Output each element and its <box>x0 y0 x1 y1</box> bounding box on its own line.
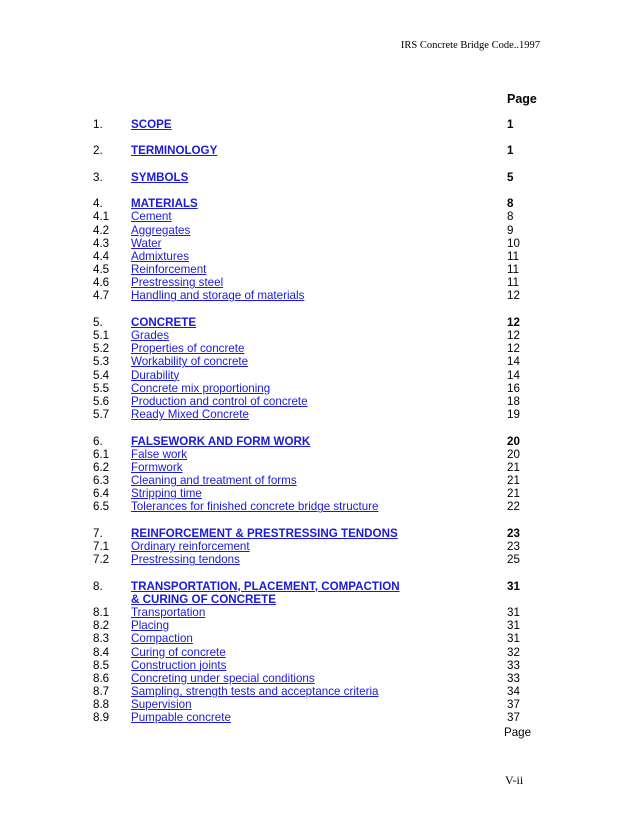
toc-entry-link[interactable]: Pumpable concrete <box>131 711 231 725</box>
toc-entry <box>0 448 638 461</box>
toc-entry-page: 21 <box>507 460 520 474</box>
toc-entry <box>0 316 638 329</box>
toc-entry-number: 8.1 <box>93 605 110 619</box>
toc-entry-page: 14 <box>507 355 520 369</box>
toc-entry-page: 31 <box>507 579 520 593</box>
toc-entry-page: 32 <box>507 645 520 659</box>
toc-entry <box>0 408 638 421</box>
toc-entry <box>0 672 638 685</box>
toc-entry-page: 23 <box>507 540 520 553</box>
toc-entry-link[interactable]: Prestressing tendons <box>131 553 240 567</box>
toc-entry-page: 11 <box>507 249 520 263</box>
toc-entry-number: 5.1 <box>93 329 110 342</box>
toc-entry-page: 12 <box>507 329 520 342</box>
toc-entry-number: 4.5 <box>93 263 110 277</box>
toc-entry-page: 31 <box>507 619 520 633</box>
toc-entry-page: 19 <box>507 408 520 422</box>
toc-entry-page: 18 <box>507 394 520 408</box>
toc-entry-link[interactable]: FALSEWORK AND FORM WORK <box>131 434 311 448</box>
toc-entry-number: 5.4 <box>93 368 110 382</box>
running-header: IRS Concrete Bridge Code..1997 <box>400 40 540 51</box>
toc-entry-page: 12 <box>507 289 520 303</box>
toc-entry <box>0 289 638 302</box>
toc-entry-page: 1 <box>507 144 514 158</box>
toc-entry-page: 14 <box>507 368 520 382</box>
toc-entry <box>0 553 638 566</box>
toc-entry-number: 4.7 <box>93 289 110 303</box>
toc-entry-link[interactable]: Production and control of concrete <box>131 394 308 408</box>
toc-entry-page: 8 <box>507 210 514 224</box>
table-of-contents <box>0 118 638 725</box>
toc-entry-page: 16 <box>507 381 520 395</box>
toc-entry <box>0 144 638 157</box>
toc-entry-link[interactable]: Construction joints <box>131 658 227 672</box>
toc-entry-number: 4.1 <box>93 210 110 224</box>
toc-entry-link[interactable]: Cleaning and treatment of forms <box>131 474 297 488</box>
toc-entry-number: 8.6 <box>93 671 110 685</box>
toc-entry-link[interactable]: Durability <box>131 368 180 382</box>
toc-entry-link[interactable]: Placing <box>131 619 170 633</box>
toc-entry <box>0 263 638 276</box>
toc-entry-number: 2. <box>93 144 103 158</box>
toc-entry-link[interactable]: Compaction <box>131 632 193 646</box>
toc-entry-page: 5 <box>507 170 514 184</box>
toc-entry-number: 7. <box>93 526 103 540</box>
toc-entry <box>0 329 638 342</box>
toc-entry-link[interactable]: TRANSPORTATION, PLACEMENT, COMPACTION <box>131 579 400 593</box>
toc-entry-link[interactable]: Ordinary reinforcement <box>131 540 250 553</box>
page-number: V-ii <box>505 773 524 787</box>
toc-entry-link[interactable]: Workability of concrete <box>131 355 249 369</box>
toc-entry-page: 33 <box>507 658 520 672</box>
toc-entry <box>0 646 638 659</box>
toc-entry <box>0 342 638 355</box>
toc-entry-link[interactable]: CONCRETE <box>131 315 197 329</box>
toc-entry <box>0 593 638 606</box>
toc-entry-link[interactable]: Curing of concrete <box>131 645 226 659</box>
toc-entry-number: 6.1 <box>93 447 110 461</box>
toc-entry-page: 20 <box>507 434 520 448</box>
toc-entry <box>0 210 638 223</box>
toc-entry-link[interactable]: Sampling, strength tests and acceptance criteria <box>131 685 379 699</box>
toc-entry <box>0 395 638 408</box>
toc-entry-number: 4.3 <box>93 236 110 250</box>
toc-entry-link[interactable]: False work <box>131 447 188 461</box>
toc-entry-link[interactable]: REINFORCEMENT & PRESTRESSING TENDONS <box>131 526 398 540</box>
toc-entry-link[interactable]: SYMBOLS <box>131 170 189 184</box>
toc-entry-number: 8.3 <box>93 632 110 646</box>
toc-entry <box>0 698 638 711</box>
toc-entry <box>0 527 638 540</box>
toc-entry <box>0 224 638 237</box>
toc-entry <box>0 606 638 619</box>
toc-entry-number: 6.4 <box>93 487 110 501</box>
toc-entry <box>0 237 638 250</box>
toc-entry-number: 8. <box>93 579 103 593</box>
toc-entry-number: 6.2 <box>93 460 110 474</box>
toc-entry-number: 8.9 <box>93 711 110 725</box>
toc-entry-link[interactable]: Cement <box>131 210 172 224</box>
toc-entry-number: 6. <box>93 434 103 448</box>
toc-entry-page: 22 <box>507 500 520 514</box>
toc-entry-number: 8.2 <box>93 619 110 633</box>
toc-entry-page: 31 <box>507 632 520 646</box>
toc-entry <box>0 355 638 368</box>
toc-entry <box>0 580 638 593</box>
toc-entry-page: 11 <box>507 276 520 290</box>
toc-entry-number: 8.5 <box>93 658 110 672</box>
toc-entry <box>0 118 638 131</box>
toc-entry-page: 37 <box>507 711 520 725</box>
toc-entry-link[interactable]: Formwork <box>131 460 183 474</box>
toc-entry-link[interactable]: MATERIALS <box>131 197 198 211</box>
toc-entry-page: 23 <box>507 526 520 540</box>
toc-entry-link[interactable]: Concreting under special conditions <box>131 671 315 685</box>
toc-entry <box>0 461 638 474</box>
toc-entry-number: 8.8 <box>93 698 110 712</box>
toc-entry-link[interactable]: Grades <box>131 329 170 342</box>
toc-entry-number: 5.6 <box>93 394 110 408</box>
toc-entry <box>0 474 638 487</box>
page-column-footer: Page <box>504 726 532 739</box>
toc-entry-page: 34 <box>507 685 520 699</box>
toc-entry-number: 1. <box>93 118 103 131</box>
page-column-heading: Page <box>507 92 537 106</box>
toc-entry-page: 37 <box>507 698 520 712</box>
toc-entry-page: 21 <box>507 474 520 488</box>
toc-entry <box>0 540 638 553</box>
toc-entry <box>0 619 638 632</box>
toc-entry-page: 20 <box>507 447 520 461</box>
toc-entry-number: 8.7 <box>93 685 110 699</box>
toc-entry-page: 1 <box>507 118 514 131</box>
toc-entry <box>0 276 638 289</box>
toc-entry-number: 4.4 <box>93 249 110 263</box>
toc-entry <box>0 171 638 184</box>
toc-entry-link[interactable]: Properties of concrete <box>131 342 245 356</box>
toc-entry <box>0 487 638 500</box>
toc-entry-number: 5.3 <box>93 355 110 369</box>
toc-entry-page: 10 <box>507 236 520 250</box>
toc-entry-number: 5.5 <box>93 381 110 395</box>
toc-entry-link[interactable]: Water <box>131 236 162 250</box>
toc-entry-link[interactable]: & CURING OF CONCRETE <box>131 592 276 606</box>
toc-entry-page: 8 <box>507 197 514 211</box>
toc-entry <box>0 632 638 645</box>
toc-entry-number: 8.4 <box>93 645 110 659</box>
toc-entry <box>0 500 638 513</box>
toc-entry-link[interactable]: Reinforcement <box>131 263 207 277</box>
toc-entry-page: 9 <box>507 223 514 237</box>
toc-entry <box>0 685 638 698</box>
toc-entry-page: 33 <box>507 671 520 685</box>
toc-entry-link[interactable]: Prestressing steel <box>131 276 224 290</box>
toc-entry-link[interactable]: Ready Mixed Concrete <box>131 408 249 422</box>
toc-entry-number: 7.1 <box>93 540 110 553</box>
toc-entry-page: 25 <box>507 553 520 567</box>
toc-entry <box>0 369 638 382</box>
toc-entry-link[interactable]: Handling and storage of materials <box>131 289 305 303</box>
toc-entry-link[interactable]: Stripping time <box>131 487 202 501</box>
toc-entry-page: 12 <box>507 315 520 329</box>
toc-entry-link[interactable]: TERMINOLOGY <box>131 144 218 158</box>
toc-entry-number: 6.3 <box>93 474 110 488</box>
toc-entry-link[interactable]: Admixtures <box>131 249 189 263</box>
toc-entry <box>0 382 638 395</box>
toc-entry <box>0 711 638 724</box>
toc-entry <box>0 197 638 210</box>
toc-entry-link[interactable]: Supervision <box>131 698 192 712</box>
toc-entry <box>0 659 638 672</box>
toc-entry-link[interactable]: Aggregates <box>131 223 191 237</box>
toc-entry-number: 4.2 <box>93 223 110 237</box>
toc-entry-number: 5. <box>93 315 103 329</box>
toc-entry-page: 21 <box>507 487 520 501</box>
toc-entry-link[interactable]: SCOPE <box>131 118 172 131</box>
toc-entry <box>0 435 638 448</box>
toc-entry-number: 6.5 <box>93 500 110 514</box>
toc-entry-number: 5.7 <box>93 408 110 422</box>
toc-entry-link[interactable]: Transportation <box>131 605 206 619</box>
toc-entry-link[interactable]: Concrete mix proportioning <box>131 381 271 395</box>
toc-entry-number: 4.6 <box>93 276 110 290</box>
toc-entry-number: 3. <box>93 170 103 184</box>
toc-entry-page: 12 <box>507 342 520 356</box>
toc-entry-page: 31 <box>507 605 520 619</box>
toc-entry-page: 11 <box>507 263 520 277</box>
toc-entry-number: 4. <box>93 197 103 211</box>
toc-entry <box>0 250 638 263</box>
toc-entry-link[interactable]: Tolerances for finished concrete bridge structure <box>131 500 379 514</box>
toc-entry-number: 5.2 <box>93 342 110 356</box>
toc-entry-number: 7.2 <box>93 553 110 567</box>
